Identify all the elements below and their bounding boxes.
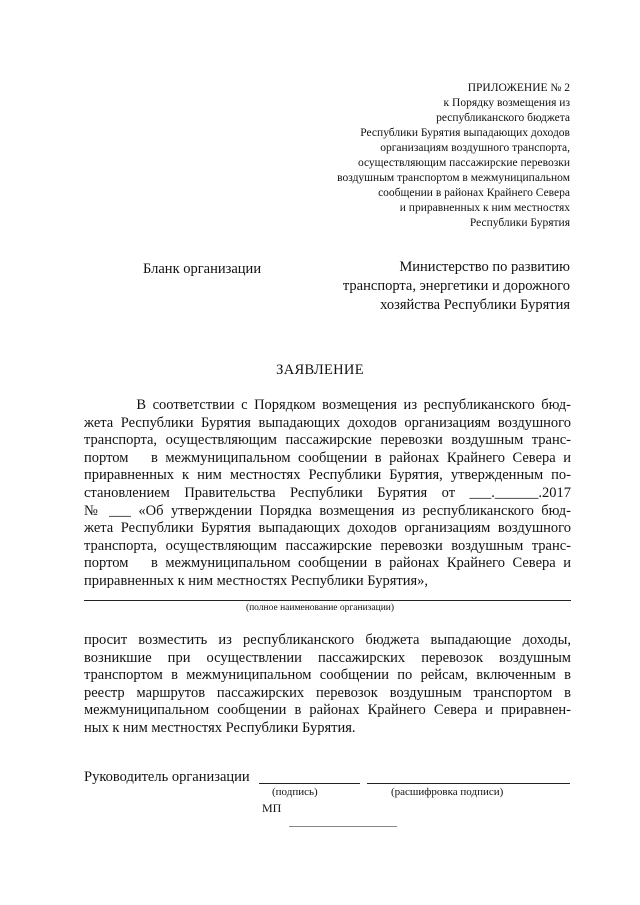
signature-caption: (подпись)	[272, 786, 318, 798]
annex-line: осуществляющим пассажирские перевозки	[357, 157, 570, 169]
paragraph-line: ных к ним местностях Республики Бурятия.	[84, 719, 356, 736]
statement-paragraph	[84, 397, 571, 591]
paragraph-line: реестр маршрутов пассажирских перевозок воздушным транспортом в	[84, 684, 571, 701]
paragraph-line: портом в межмуниципальном сообщении в районах Крайнего Севера и	[84, 555, 571, 572]
annex-line: воздушным транспортом в межмуниципальном	[337, 172, 570, 184]
ministry-line: хозяйства Республики Бурятия	[380, 297, 570, 313]
annex-line: республиканского бюджета	[436, 112, 570, 124]
annex-line: к Порядку возмещения из	[443, 97, 570, 109]
paragraph-line: № ___ «Об утверждении Порядка возмещения из республиканского бюд-	[84, 502, 571, 519]
annex-block	[337, 81, 570, 231]
signature-decode-line	[367, 783, 570, 784]
blank-label: Бланк организации	[143, 261, 262, 277]
paragraph-line: В соответствии с Порядком возмещения из республиканского бюд-	[84, 397, 571, 413]
ministry-line: транспорта, энергетики и дорожного	[342, 278, 570, 294]
annex-line: Республики Бурятия	[469, 217, 570, 229]
annex-line: Республики Бурятия выпадающих доходов	[360, 127, 570, 139]
annex-line: сообщении в районах Крайнего Севера	[378, 187, 570, 199]
paragraph-line: транспортом в межмуниципальном сообщении по рейсам, включенным в	[84, 667, 571, 684]
annex-line: организациям воздушного транспорта,	[380, 142, 570, 154]
footer-divider	[289, 826, 397, 827]
paragraph-line: приравненных к ним местностях Республики Бурятия»,	[84, 572, 429, 589]
annex-line: ПРИЛОЖЕНИЕ № 2	[467, 82, 570, 94]
stamp-label: МП	[262, 801, 282, 815]
paragraph-line: межмуниципальном сообщении в районах Крайнего Севера и приравнен-	[84, 702, 571, 719]
request-paragraph	[84, 632, 571, 738]
paragraph-line: просит возместить из республиканского бюджета выпадающие доходы,	[84, 632, 571, 648]
signature-decode-caption: (расшифровка подписи)	[391, 786, 504, 798]
org-name-caption: (полное наименование организации)	[245, 603, 395, 613]
ministry-line: Министерство по развитию	[399, 259, 570, 275]
paragraph-line: возникшие при осуществлении пассажирских перевозок воздушным	[84, 649, 571, 666]
org-name-line	[84, 600, 571, 601]
annex-line: и приравненных к ним местностях	[399, 202, 570, 214]
signer-label: Руководитель организации	[84, 769, 250, 785]
signature-line	[259, 783, 360, 784]
paragraph-line: транспорта, осуществляющим пассажирские перевозки воздушным транс-	[84, 537, 571, 554]
paragraph-line: приравненных к ним местностях Республики Бурятия, утвержденным по-	[84, 467, 571, 484]
paragraph-line: портом в межмуниципальном сообщении в районах Крайнего Севера и	[84, 449, 571, 466]
paragraph-line: становлением Правительства Республики Бурятия от ___.______.2017	[84, 484, 571, 501]
document-title: ЗАЯВЛЕНИЕ	[276, 362, 364, 378]
paragraph-line: транспорта, осуществляющим пассажирские перевозки воздушным транс-	[84, 432, 571, 449]
paragraph-line: жета Республики Бурятия выпадающих доходов организациям воздушного	[84, 414, 571, 431]
paragraph-line: жета Республики Бурятия выпадающих доходов организациям воздушного	[84, 520, 571, 537]
ministry-addressee	[343, 258, 570, 315]
